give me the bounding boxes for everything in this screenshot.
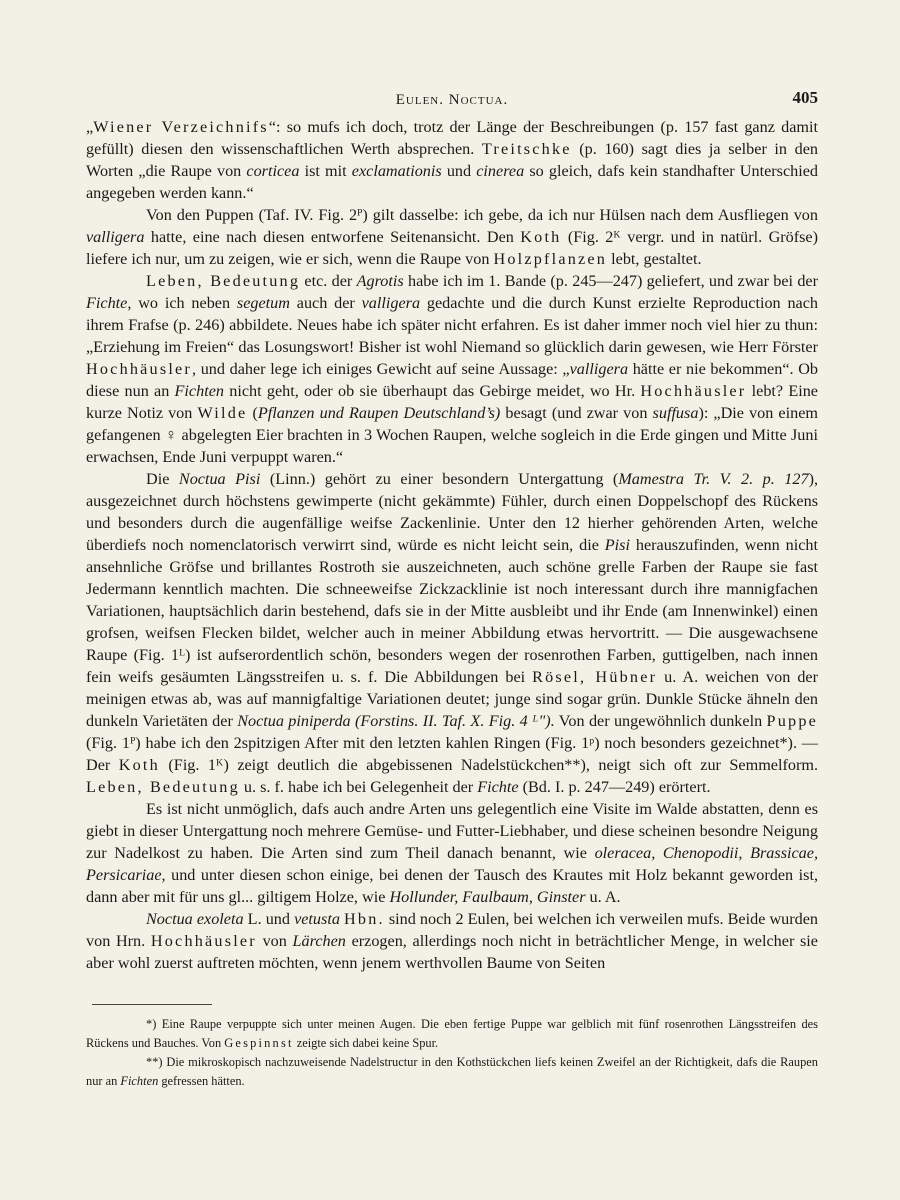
text-run: erzogen, allerdings noch nicht in beträchtlicher Menge, in welcher sie aber wohl zuerst auftreten möchten, wenn jenem werthvollen Baume von Seiten [86,932,818,972]
spaced-run: Hochhäusler [86,360,193,378]
text-run: und [441,162,477,180]
running-title: Eulen. Noctua. [395,92,509,108]
italic-run: Mamestra Tr. V. 2. p. 127 [618,470,809,488]
italic-run: Pflanzen und Raupen Deutschland’s) [257,404,501,422]
text-run: (p. 160) sagt dies ja selber in den Worten „die Raupe von [86,140,818,180]
text-run: (Fig. 1ᴾ) habe ich den 2spitzigen After mit den letzten kahlen Ringen (Fig. 1ᵖ) noch besonders gezeichnet*). — Der [86,734,818,774]
text-run: ), ausgezeichnet durch höchstens gewimperte (nicht gekämmte) Fühler, durch einen Doppelschopf des Rückens und besonders durch die augenfällige weifse Zackenlinie. Unter den 12 hierher gehörenden Arten, welche überdiefs noch nomenclatorisch verwirrt sind, würde es nicht leicht sein, die [86,470,818,554]
paragraph [86,468,818,798]
italic-run: valligera [86,228,145,246]
spaced-run: Wiener Verzeichnifs [93,118,269,136]
text-run: ( [247,404,258,422]
text-run: Die [146,470,179,488]
italic-run: Fichte [477,778,519,796]
text-run: (Linn.) gehört zu einer besondern Untergattung ( [260,470,619,488]
text-run: Von der ungewöhnlich dunkeln [554,712,767,730]
italic-run: oleracea, Chenopodii, Brassicae, Persicariae, [86,844,819,884]
paragraph [86,908,818,974]
text-run: (Bd. I. p. 247—249) erörtert. [518,778,711,796]
text-run: wo ich neben [131,294,237,312]
text-run: **) Die mikroskopisch nachzuweisende Nadelstructur in den Kothstückchen liefs keinen Zweifel an der Richtigkeit, dafs die Raupen nur an [86,1055,818,1088]
text-run: auch der [289,294,362,312]
page-number: 405 [792,88,818,107]
italic-run: Lärchen [292,932,346,950]
spaced-run: Hochhäusler [150,932,257,950]
spaced-run: Holzpflanzen [493,250,608,268]
text-run: von [256,932,293,950]
italic-run: vetusta [294,910,340,928]
text-run: nicht geht, oder ob sie überhaupt das Gebirge meidet, wo Hr. [224,382,641,400]
italic-run: exclamationis [351,162,442,180]
footnotes [86,1015,818,1091]
text-run: besagt (und zwar von [500,404,653,422]
italic-run: Hollunder, Faulbaum, Ginster [389,888,586,906]
paragraph [86,270,818,468]
footnote-rule [92,1004,212,1005]
italic-run: Pisi [604,536,630,554]
italic-run: Fichten [174,382,224,400]
italic-run: Agrotis [356,272,404,290]
spaced-run: Gespinnst [224,1036,294,1050]
spaced-run: Leben, Bedeutung [86,778,240,796]
footnote [86,1053,818,1091]
italic-run: cinerea [476,162,525,180]
italic-run: suffusa [652,404,699,422]
italic-run: valligera [361,294,421,312]
text-run: habe ich im 1. Bande (p. 245—247) geliefert, und zwar bei der [403,272,818,290]
spaced-run: Hbn. [344,910,385,928]
text-run: u. s. f. habe ich bei Gelegenheit der [239,778,478,796]
body-text [86,116,818,974]
text-run: (Fig. 2ᴷ vergr. und in natürl. Gröfse) liefere ich nur, um zu zeigen, wie er sich, wenn die Raupe von [86,228,819,268]
text-run: u. A. weichen von der meinigen etwas ab, was auf mannigfaltige Variationen deutet; junge sind sogar grün. Dunkle Stücke ähneln den dunkeln Varietäten der [86,668,818,730]
text-run: , und daher lege ich einiges Gewicht auf seine Aussage: „ [192,360,570,378]
italic-run: Noctua exoleta [146,910,244,928]
italic-run: segetum [236,294,290,312]
spaced-run: Hochhäusler [640,382,747,400]
text-run: herauszufinden, wenn nicht ansehnliche Gröfse und brillantes Rostroth sie auszeichneten, auch schöne grelle Farben der Raupe sie fast Jedermann kenntlich machten. Die schneeweifse Zickzacklinie ist noch interessant durch ihre mannigfachen Variationen, hauptsächlich darin bestehend, dafs sie in der Mitte ausbleibt und ihr Ende (am Innenwinkel) einen grofsen, weifsen Flecken bildet, welcher auch in meiner Abbildung etwas hervortritt. — Die ausgewachsene Raupe (Fig. 1ᴸ) ist aufserordentlich schön, besonders wegen der rosenrothen Farben, guttigelben, nach innen fein weifs gesäumten Längsstreifen u. s. f. Die Abbildungen bei [86,536,818,686]
spaced-run: Koth [520,228,562,246]
spaced-run: Treitschke [481,140,572,158]
italic-run: Noctua Pisi [178,470,261,488]
spaced-run: Rösel, Hübner [532,668,658,686]
spaced-run: Koth [118,756,160,774]
text-run: Es ist nicht unmöglich, dafs auch andre Arten uns gelegentlich eine Visite im Walde abstatten, denn es giebt in dieser Untergattung noch mehrere Gemüse- und Futter-Liebhaber, und diese scheinen besondre Neigung zur Nadelkost zu haben. Die Arten sind zum Theil danach benannt, wie [86,800,818,862]
italic-run: Noctua piniperda (Forstins. II. Taf. X. Fig. 4 ᴸ"). [237,712,555,730]
text-run: hatte, eine nach diesen entworfene Seitenansicht. Den [144,228,521,246]
spaced-run: Leben, Bedeutung [146,272,301,290]
text-run: u. A. [585,888,621,906]
text-run: ): „Die von einem gefangenen ♀ abgelegten Eier brachten in 3 Wochen Raupen, welche sogleich in die Erde gingen und Mitte Juni erwachsen, Ende Juni verpuppt waren.“ [86,404,818,466]
spaced-run: Wilde [197,404,248,422]
text-run: lebt? Eine kurze Notiz von [86,382,818,422]
paragraph [86,204,818,270]
text-run: gedachte und die durch Kunst erzielte Reproduction nach ihrem Frafse (p. 246) abbildete. Neues habe ich später nicht erfahren. Es ist daher immer noch viel hier zu thun: „Erziehung im Freien“ das Losungswort! Bisher ist wohl Niemand so glücklich darin gewesen, wie Herr Förster [86,294,819,356]
text-run: und unter diesen schon einige, bei denen der Tausch des Krautes mit Holz bekannt geworden ist, dann aber mit für uns gl... giltigem Holze, wie [86,866,818,906]
paragraph [86,116,818,204]
text-run: sind noch 2 Eulen, bei welchen ich verweilen mufs. Beide wurden von Hrn. [86,910,819,950]
text-run: *) Eine Raupe verpuppte sich unter meinen Augen. Die eben fertige Puppe war gelblich mit fünf rosenrothen Längsstreifen des Rückens und Bauches. Von [86,1017,818,1050]
footnote [86,1015,818,1053]
italic-run: Fichten [120,1074,159,1088]
text-run: gefressen hätten. [158,1074,245,1088]
spaced-run: Puppe [766,712,818,730]
italic-run: corticea [246,162,300,180]
text-run: “: so mufs ich doch, trotz der Länge der Beschreibungen (p. 157 fast ganz damit gefüllt) diesen den wissenschaftlichen Werth absprechen. [86,118,818,158]
text-run: lebt, gestaltet. [607,250,702,268]
paragraph [86,798,818,908]
text-run: hätte er nie bekommen“. Ob diese nun an [86,360,818,400]
text-run: „ [86,118,94,136]
text-run: (Fig. 1ᴷ) zeigt deutlich die abgebissenen Nadelstückchen**), neigt sich oft zur Semmelform. [159,756,818,774]
text-run: so gleich, dafs kein standhafter Unterschied angegeben werden kann.“ [86,162,818,202]
text-run: ist mit [299,162,352,180]
italic-run: Fichte, [86,294,132,312]
page-header [86,88,818,116]
italic-run: valligera [569,360,629,378]
text-run: L. und [243,910,295,928]
text-run: zeigte sich dabei keine Spur. [293,1036,439,1050]
text-run: etc. der [300,272,357,290]
text-run: Von den Puppen (Taf. IV. Fig. 2ᴾ) gilt dasselbe: ich gebe, da ich nur Hülsen nach dem Ausfliegen von [146,206,818,224]
